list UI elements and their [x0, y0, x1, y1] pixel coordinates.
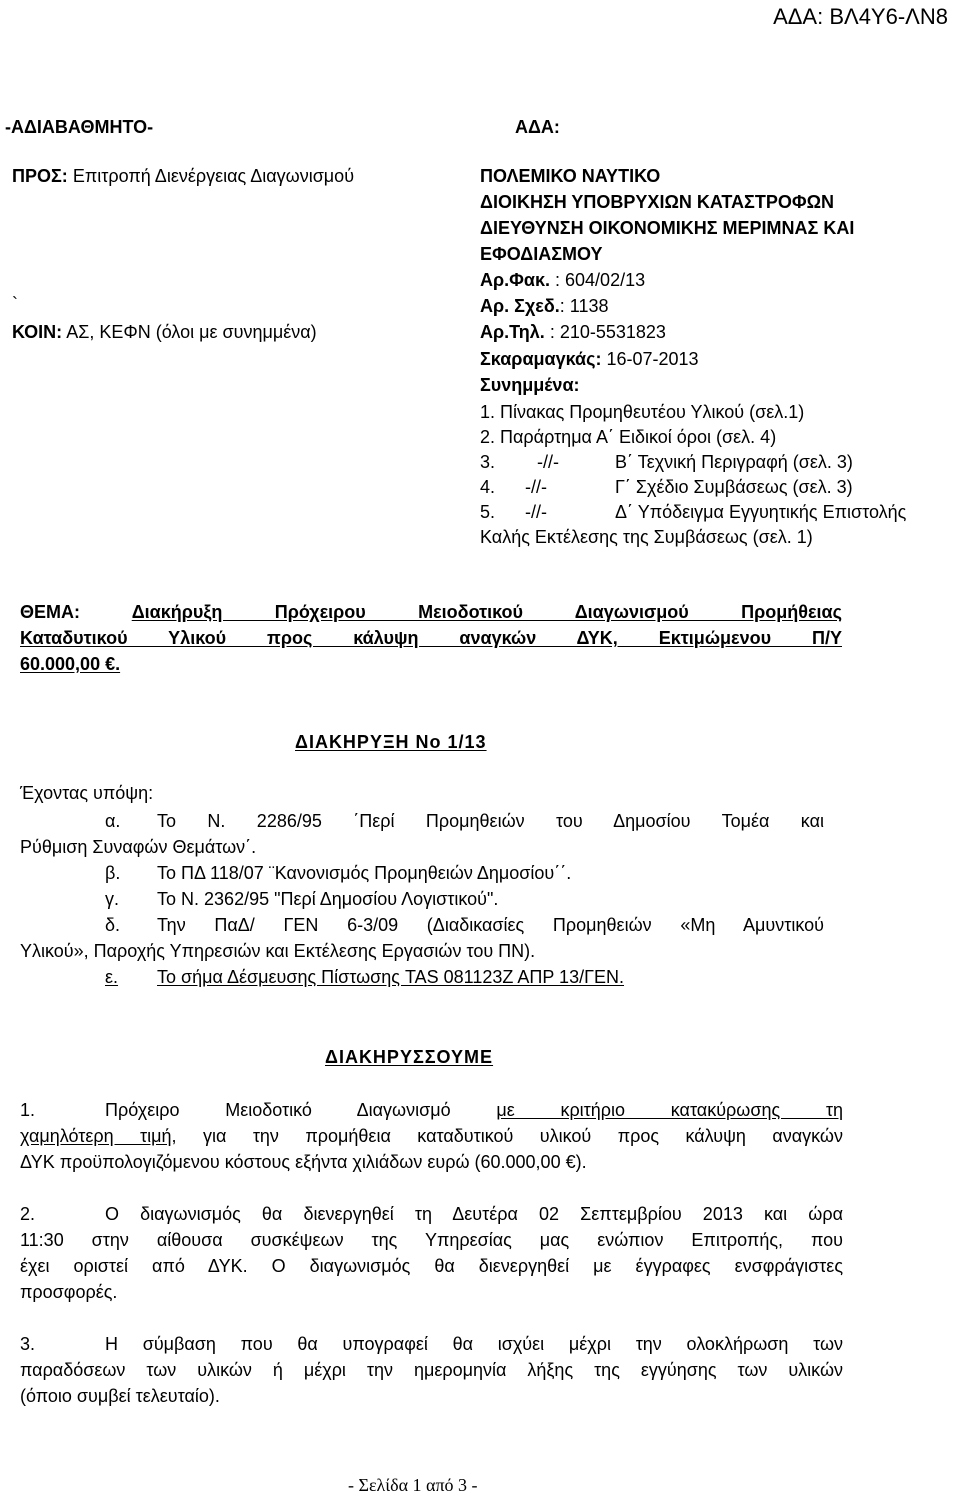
phone-label: Αρ.Τηλ.	[480, 322, 545, 342]
consider-item-d-line-1: Την ΠαΔ/ ΓΕΝ 6-3/09 (Διαδικασίες Προμηθειών «Μη Αμυντικού	[157, 915, 824, 935]
date-value: 16-07-2013	[601, 349, 699, 369]
attachment-item: 5. -//- Δ΄ Υπόδειγμα Εγγυητικής Επιστολής	[480, 502, 907, 522]
consider-item-e	[105, 965, 624, 989]
place-label: Σκαραμαγκάς:	[480, 349, 602, 369]
attachment-item: 1. Πίνακας Προμηθευτέου Υλικού (σελ.1)	[480, 402, 805, 422]
file-number	[480, 268, 645, 292]
attachment-item: 2. Παράρτημα Α΄ Ειδικοί όροι (σελ. 4)	[480, 427, 777, 447]
attachment-item-continuation: Καλής Εκτέλεσης της Συμβάσεως (σελ. 1)	[480, 527, 813, 547]
paragraph-1-text-a: Πρόχειρο Μειοδοτικό Διαγωνισμό	[105, 1100, 451, 1120]
paragraph-2-line-1: Ο διαγωνισμός θα διενεργηθεί τη Δευτέρα 02 Σεπτεμβρίου 2013 και ώρα	[105, 1204, 843, 1224]
org-line-1: ΠΟΛΕΜΙΚΟ ΝΑΥΤΙΚΟ	[480, 166, 661, 186]
file-number-value: : 604/02/13	[550, 270, 646, 290]
paragraph-2-num: 2.	[20, 1204, 36, 1224]
considering-label: Έχοντας υπόψη:	[20, 783, 154, 803]
draft-number-label: Αρ. Σχεδ.	[480, 296, 560, 316]
consider-item-a-line-2: Ρύθμιση Συναφών Θεμάτων΄.	[20, 837, 257, 857]
to-label: ΠΡΟΣ:	[12, 166, 68, 186]
draft-number-value: : 1138	[559, 296, 609, 316]
consider-item-b-num: β.	[105, 863, 121, 883]
place-date	[480, 347, 699, 371]
ada-document-id: ΑΔΑ: ΒΛ4Υ6-ΛΝ8	[773, 4, 948, 29]
paragraph-1-text-c: χαμηλότερη τιμή	[20, 1126, 172, 1146]
subject-line-3: 60.000,00 €.	[20, 654, 121, 674]
draft-number	[480, 294, 608, 318]
cc-label: ΚΟΙΝ:	[12, 322, 63, 342]
consider-item-d-num: δ.	[105, 915, 121, 935]
consider-item-b-text: Το ΠΔ 118/07 ¨Κανονισμός Προμηθειών Δημοσίου΄΄.	[157, 863, 572, 883]
paragraph-1-num: 1.	[20, 1100, 36, 1120]
subject-line-2: Καταδυτικού Υλικού προς κάλυψη αναγκών ΔΥΚ, Εκτιμώμενου Π/Υ	[20, 628, 842, 648]
paragraph-1-line-2	[20, 1124, 843, 1148]
subject-text: Διακήρυξη Πρόχειρου Μειοδοτικού Διαγωνισμού Προμήθειας	[131, 602, 842, 622]
ada-label: ΑΔΑ:	[515, 117, 560, 137]
subject-label: ΘΕΜΑ:	[20, 602, 80, 622]
paragraph-1-text-b: με κριτήριο κατακύρωσης τη	[496, 1100, 843, 1120]
paragraph-3-line-3: (όποιο συμβεί τελευταίο).	[20, 1386, 220, 1406]
consider-item-c-num: γ.	[105, 889, 120, 909]
recipient-line	[12, 164, 354, 188]
attachment-item: 3. -//- Β΄ Τεχνική Περιγραφή (σελ. 3)	[480, 452, 853, 472]
paragraph-1-text-d: , για την προμήθεια καταδυτικού υλικού προς κάλυψη αναγκών	[171, 1126, 843, 1146]
consider-item-a-line-1: Το Ν. 2286/95 ΄Περί Προμηθειών του Δημοσίου Τομέα και	[157, 811, 824, 831]
org-line-2: ΔΙΟΙΚΗΣΗ ΥΠΟΒΡΥΧΙΩΝ ΚΑΤΑΣΤΡΟΦΩΝ	[480, 192, 835, 212]
cc-value: ΑΣ, ΚΕΦΝ (όλοι με συνημμένα)	[66, 322, 317, 342]
org-line-4: ΕΦΟΔΙΑΣΜΟΥ	[480, 244, 603, 264]
cc-line	[12, 320, 317, 344]
consider-item-e-num: ε.	[105, 967, 119, 987]
stray-mark: `	[12, 294, 18, 314]
to-value: Επιτροπή Διενέργειας Διαγωνισμού	[72, 166, 355, 186]
declaration-title: ΔΙΑΚΗΡΥΞΗ Νο 1/13	[295, 732, 487, 752]
paragraph-3-num: 3.	[20, 1334, 36, 1354]
phone-number	[480, 320, 666, 344]
subject-line-1	[20, 600, 842, 624]
consider-item-e-text: Το σήμα Δέσμευσης Πίστωσης TAS 081123Ζ ΑΠΡ 13/ΓΕΝ.	[157, 967, 625, 987]
paragraph-1-line-3: ΔΥΚ προϋπολογιζόμενου κόστους εξήντα χιλιάδων ευρώ (60.000,00 €).	[20, 1152, 587, 1172]
classification-label: -ΑΔΙΑΒΑΘΜΗΤΟ-	[5, 117, 154, 137]
paragraph-3-line-1: Η σύμβαση που θα υπογραφεί θα ισχύει μέχρι την ολοκλήρωση των	[105, 1334, 843, 1354]
consider-item-d-line-2: Υλικού», Παροχής Υπηρεσιών και Εκτέλεσης Εργασιών του ΠΝ).	[20, 941, 536, 961]
we-declare-heading: ΔΙΑΚΗΡΥΣΣΟΥΜΕ	[325, 1047, 494, 1067]
paragraph-3-line-2: παραδόσεων των υλικών ή μέχρι την ημερομηνία λήξης της εγγύησης των υλικών	[20, 1360, 843, 1380]
org-line-3: ΔΙΕΥΘΥΝΣΗ ΟΙΚΟΝΟΜΙΚΗΣ ΜΕΡΙΜΝΑΣ ΚΑΙ	[480, 218, 855, 238]
attachments-label: Συνημμένα:	[480, 375, 580, 395]
attachment-item: 4. -//- Γ΄ Σχέδιο Συμβάσεως (σελ. 3)	[480, 477, 853, 497]
page-number-footer: - Σελίδα 1 από 3 -	[348, 1475, 478, 1495]
consider-item-a-num: α.	[105, 811, 121, 831]
paragraph-2-line-3: έχει οριστεί από ΔΥΚ. Ο διαγωνισμός θα διενεργηθεί με έγγραφες ενσφράγιστες	[20, 1256, 843, 1276]
paragraph-1-line-1	[105, 1098, 843, 1122]
consider-item-e-gap	[118, 965, 157, 989]
file-number-label: Αρ.Φακ.	[480, 270, 551, 290]
paragraph-2-line-2: 11:30 στην αίθουσα συσκέψεων της Υπηρεσίας μας ενώπιον Επιτροπής, που	[20, 1230, 843, 1250]
consider-item-c-text: Το Ν. 2362/95 "Περί Δημοσίου Λογιστικού".	[157, 889, 499, 909]
phone-value: : 210-5531823	[544, 322, 666, 342]
paragraph-2-line-4: προσφορές.	[20, 1282, 118, 1302]
